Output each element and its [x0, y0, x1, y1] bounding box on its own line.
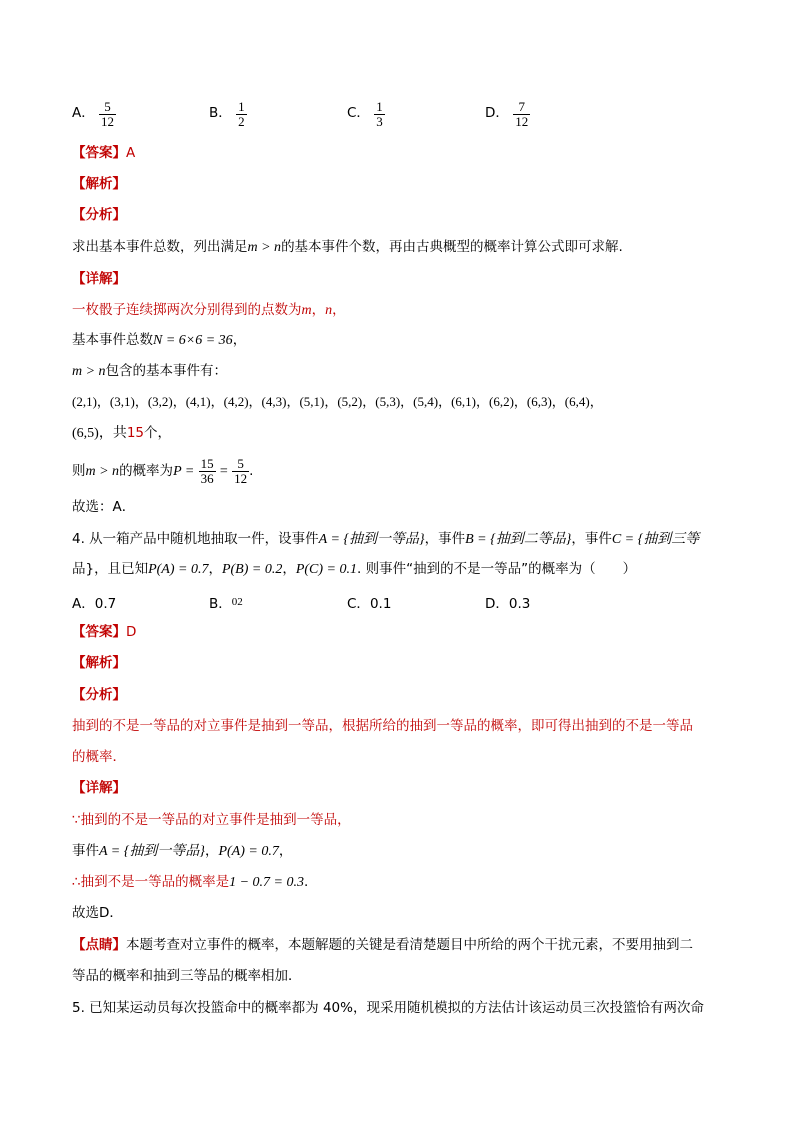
text-segment: 4. 从一箱产品中随机地抽取一件，设事件 [72, 531, 319, 547]
option-label: D． [485, 104, 509, 121]
text-segment: 求出基本事件总数，列出满足 [72, 239, 248, 255]
q3-detail-line-2 [72, 331, 246, 350]
math-inline: P(C) = 0.1 [295, 562, 358, 577]
q3-option-a [72, 100, 116, 129]
math-inline: C = {抽到三等 [611, 532, 700, 547]
q4-xiangjie-tag: 【详解】 [72, 780, 126, 796]
answer-tag: 【答案】 [72, 145, 126, 161]
text-segment: ， [332, 302, 346, 318]
math-inline: P(A) = 0.7 [218, 844, 279, 859]
option-label: A． [72, 104, 95, 121]
q4-option-b [209, 592, 243, 612]
q4-dianjing-line-2: 等品的概率和抽到三等品的概率相加． [72, 968, 302, 984]
q3-detail-line-6 [72, 456, 253, 487]
option-fraction: $\frac{1}{2}$ [238, 99, 245, 129]
text-segment: 事件 [72, 843, 99, 859]
option-fraction: $\frac{5}{12}$ [101, 99, 115, 129]
text-segment: . 则事件“抽到的不是一等品”的概率为（ ） [357, 561, 637, 577]
text-segment: ， [232, 332, 247, 348]
math-inline: n [325, 303, 333, 318]
option-label: C． [347, 596, 370, 612]
text-segment: 个， [144, 425, 172, 441]
q4-stem-line-2 [72, 560, 636, 579]
option-label: C． [347, 104, 370, 121]
q4-detail-line-3 [72, 873, 308, 892]
fraction: $\frac{5}{12}$ [234, 455, 248, 486]
math-inline: A = {抽到一等品} [99, 844, 205, 859]
option-label: B． [209, 596, 232, 612]
q3-detail-line-3 [72, 362, 227, 381]
math-inline: A = {抽到一等品} [318, 532, 425, 547]
q3-detail-line-5 [72, 424, 171, 443]
answer-value: D [126, 624, 137, 640]
dianjing-tag: 【点睛】 [72, 937, 126, 953]
q3-option-c [347, 100, 385, 129]
text-segment: 本题考查对立事件的概率，本题解题的关键是看清楚题目中所给的两个干扰元素，不要用抽到二 [126, 937, 693, 953]
text-segment: ， [311, 302, 326, 318]
text-segment: ∴抽到不是一等品的概率是 [72, 874, 230, 890]
option-fraction: $\frac{7}{12}$ [515, 99, 529, 129]
math-inline: B = {抽到二等品} [465, 532, 572, 547]
option-fraction: $\frac{1}{3}$ [376, 99, 383, 129]
math-inline: m > n [72, 364, 106, 379]
count-value: 15 [126, 425, 145, 441]
text-segment: ， [204, 843, 219, 859]
option-value: 02 [231, 596, 243, 608]
math-inline: m [301, 303, 312, 318]
q4-fenxi-line-2: 的概率． [72, 749, 126, 765]
q3-xiangjie-tag: 【详解】 [72, 271, 126, 287]
math-inline: P = [173, 464, 195, 479]
text-segment: 的基本事件个数，再由古典概型的概率计算公式即可求解. [281, 239, 623, 255]
q4-jiexi-tag: 【解析】 [72, 655, 126, 671]
math-inline: 1 − 0.7 = 0.3 [229, 875, 304, 890]
q3-option-b [209, 100, 247, 129]
q3-fenxi-tag: 【分析】 [72, 207, 126, 223]
text-segment: ， [208, 561, 222, 577]
q4-option-a [72, 592, 116, 612]
q4-fenxi-line-1: 抽到的不是一等品的对立事件是抽到一等品，根据所给的抽到一等品的概率，即可得出抽到的不是一等品 [72, 718, 693, 734]
fraction: $\frac{15}{36}$ [200, 455, 214, 486]
text-segment: . [304, 874, 309, 890]
text-segment: 包含的基本事件有： [105, 363, 228, 379]
math-inline: m > n [85, 464, 120, 479]
q3-detail-line-1 [72, 301, 346, 320]
q3-conclusion: 故选：A． [72, 499, 136, 515]
text-segment: (6,5)，共 [72, 426, 127, 441]
text-segment: 一枚骰子连续掷两次分别得到的点数为 [72, 302, 302, 318]
text-segment: 则 [72, 463, 86, 479]
text-segment: 的概率为 [119, 463, 174, 479]
q4-detail-line-1: ∵抽到的不是一等品的对立事件是抽到一等品， [72, 812, 351, 828]
q3-fenxi-text [72, 238, 623, 257]
math-inline: P(B) = 0.2 [221, 562, 283, 577]
q4-answer [72, 623, 136, 641]
math-inline: = [219, 464, 228, 479]
q4-fenxi-tag: 【分析】 [72, 687, 126, 703]
option-label: B． [209, 104, 232, 121]
text-segment: ， [278, 843, 293, 859]
q3-option-d [485, 100, 530, 129]
math-inline: P(A) = 0.7 [148, 562, 209, 577]
text-segment: 基本事件总数 [72, 332, 153, 348]
q5-stem-line-1: 5. 已知某运动员每次投篮命中的概率都为 40%，现采用随机模拟的方法估计该运动员三次投篮恰有两次命 [72, 1000, 704, 1016]
answer-tag: 【答案】 [72, 624, 126, 640]
q4-detail-line-2 [72, 842, 292, 861]
q4-dianjing-line-1 [72, 936, 693, 954]
q3-answer [72, 144, 135, 162]
option-value: 0.7 [94, 596, 117, 612]
option-value: 0.3 [508, 596, 531, 612]
math-inline: m > n [247, 240, 282, 255]
text-segment: ， [282, 561, 296, 577]
answer-value: A [126, 145, 136, 161]
option-value: 0.1 [369, 596, 392, 612]
text-segment: ，事件 [424, 531, 466, 547]
option-label: A． [72, 596, 95, 612]
math-inline: N = 6×6 = 36 [153, 333, 233, 348]
q3-detail-line-4: (2,1)，(3,1)，(3,2)，(4,1)，(4,2)，(4,3)，(5,1)，(5,2)，(5,3)，(5,4)，(6,1)，(6,2)，(6,3)，(6,4)， [72, 394, 603, 409]
q4-stem-line-1 [72, 530, 699, 549]
q4-conclusion: 故选D． [72, 905, 123, 921]
text-segment: 品}，且已知 [72, 561, 149, 577]
q4-option-c [347, 592, 391, 612]
q4-option-d [485, 592, 530, 612]
option-label: D． [485, 596, 509, 612]
text-segment: ，事件 [571, 531, 612, 547]
q3-jiexi-tag: 【解析】 [72, 176, 126, 192]
text-segment: . [249, 463, 254, 479]
